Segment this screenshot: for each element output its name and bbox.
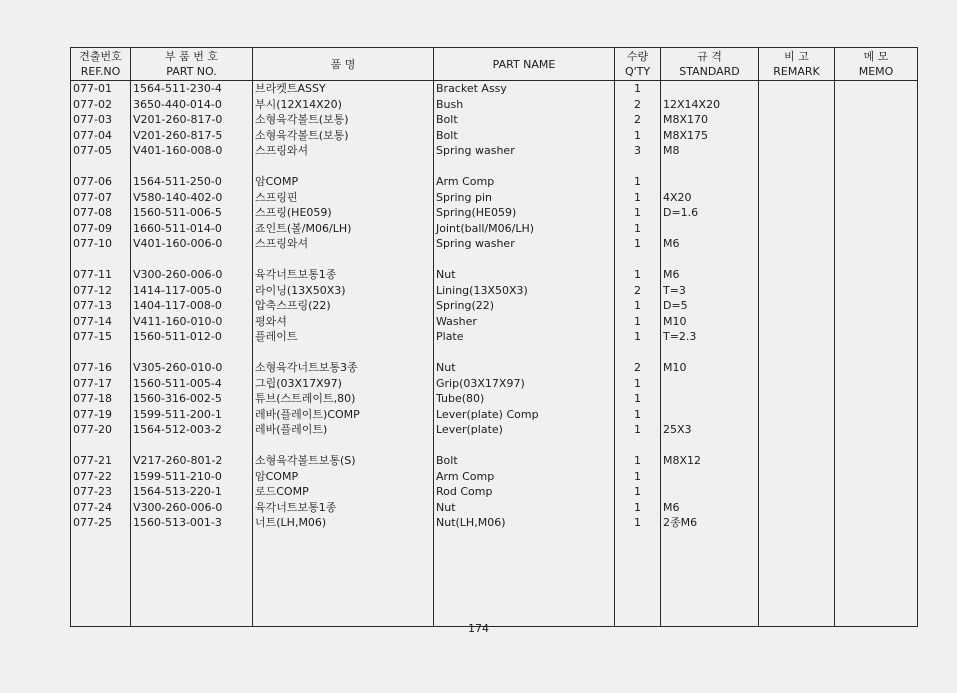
qty-cell: 1 <box>615 500 661 516</box>
remark-cell <box>759 500 835 516</box>
name-korean-cell <box>253 159 434 175</box>
ref-no-cell: 077-19 <box>71 407 131 423</box>
qty-cell: 1 <box>615 469 661 485</box>
remark-cell <box>759 174 835 190</box>
table-row <box>71 500 918 516</box>
table-row <box>71 81 918 97</box>
standard-cell <box>661 438 759 454</box>
part-no-cell: 1560-511-012-0 <box>131 329 253 345</box>
name-korean-cell: 압축스프링(22) <box>253 298 434 314</box>
memo-cell <box>835 236 918 252</box>
ref-no-cell: 077-14 <box>71 314 131 330</box>
name-korean-cell: 소형육각볼트보통(S) <box>253 453 434 469</box>
name-korean-cell <box>253 252 434 268</box>
header-part-no: 부 품 번 호 PART NO. <box>131 48 253 81</box>
part-name-cell: Rod Comp <box>434 484 615 500</box>
standard-cell: T=3 <box>661 283 759 299</box>
memo-cell <box>835 438 918 454</box>
standard-cell: M8 <box>661 143 759 159</box>
ref-no-cell: 077-15 <box>71 329 131 345</box>
memo-cell <box>835 205 918 221</box>
standard-cell: M6 <box>661 500 759 516</box>
empty-cell <box>661 531 759 627</box>
standard-cell <box>661 391 759 407</box>
remark-cell <box>759 267 835 283</box>
table-row <box>71 143 918 159</box>
empty-cell <box>434 531 615 627</box>
ref-no-cell: 077-11 <box>71 267 131 283</box>
page-number: 174 <box>468 622 489 635</box>
memo-cell <box>835 515 918 531</box>
qty-cell: 1 <box>615 190 661 206</box>
part-name-cell <box>434 438 615 454</box>
qty-cell: 1 <box>615 422 661 438</box>
standard-cell: 2종M6 <box>661 515 759 531</box>
remark-cell <box>759 422 835 438</box>
part-no-cell: V401-160-006-0 <box>131 236 253 252</box>
remark-cell <box>759 484 835 500</box>
table-row <box>71 236 918 252</box>
qty-cell: 1 <box>615 515 661 531</box>
name-korean-cell: 스프링(HE059) <box>253 205 434 221</box>
part-no-cell <box>131 438 253 454</box>
table-row <box>71 345 918 361</box>
qty-cell: 2 <box>615 112 661 128</box>
remark-cell <box>759 453 835 469</box>
qty-cell: 1 <box>615 484 661 500</box>
ref-no-cell: 077-08 <box>71 205 131 221</box>
standard-cell: M6 <box>661 267 759 283</box>
name-korean-cell: 부시(12X14X20) <box>253 97 434 113</box>
memo-cell <box>835 267 918 283</box>
part-no-cell: V401-160-008-0 <box>131 143 253 159</box>
table-row <box>71 422 918 438</box>
part-no-cell: 1560-511-005-4 <box>131 376 253 392</box>
qty-cell: 1 <box>615 391 661 407</box>
name-korean-cell: 라이닝(13X50X3) <box>253 283 434 299</box>
part-no-cell: 1564-512-003-2 <box>131 422 253 438</box>
standard-cell <box>661 159 759 175</box>
table-row <box>71 376 918 392</box>
qty-cell: 1 <box>615 329 661 345</box>
ref-no-cell: 077-20 <box>71 422 131 438</box>
ref-no-cell: 077-16 <box>71 360 131 376</box>
memo-cell <box>835 453 918 469</box>
ref-no-cell: 077-01 <box>71 81 131 97</box>
name-korean-cell: 레바(플레이트)COMP <box>253 407 434 423</box>
part-name-cell: Nut <box>434 360 615 376</box>
part-no-cell: 3650-440-014-0 <box>131 97 253 113</box>
name-korean-cell: 소형육각너트보통3종 <box>253 360 434 376</box>
part-name-cell: Spring(HE059) <box>434 205 615 221</box>
part-name-cell: Arm Comp <box>434 174 615 190</box>
qty-cell: 3 <box>615 143 661 159</box>
remark-cell <box>759 283 835 299</box>
qty-cell: 1 <box>615 267 661 283</box>
part-name-cell: Spring washer <box>434 236 615 252</box>
ref-no-cell: 077-06 <box>71 174 131 190</box>
standard-cell <box>661 484 759 500</box>
qty-cell <box>615 252 661 268</box>
remark-cell <box>759 205 835 221</box>
standard-cell: T=2.3 <box>661 329 759 345</box>
standard-cell: M10 <box>661 360 759 376</box>
name-korean-cell: 튜브(스트레이트,80) <box>253 391 434 407</box>
table-row <box>71 391 918 407</box>
qty-cell <box>615 345 661 361</box>
qty-cell <box>615 159 661 175</box>
part-no-cell: V411-160-010-0 <box>131 314 253 330</box>
standard-cell <box>661 469 759 485</box>
part-no-cell: 1404-117-008-0 <box>131 298 253 314</box>
part-name-cell: Plate <box>434 329 615 345</box>
standard-cell <box>661 252 759 268</box>
part-name-cell: Tube(80) <box>434 391 615 407</box>
remark-cell <box>759 159 835 175</box>
standard-cell <box>661 407 759 423</box>
standard-cell: M10 <box>661 314 759 330</box>
name-korean-cell: 소형육각볼트(보통) <box>253 128 434 144</box>
remark-cell <box>759 236 835 252</box>
part-no-cell: 1599-511-210-0 <box>131 469 253 485</box>
part-name-cell: Bush <box>434 97 615 113</box>
empty-cell <box>71 531 131 627</box>
table-row <box>71 515 918 531</box>
qty-cell <box>615 438 661 454</box>
table-body <box>71 81 918 627</box>
ref-no-cell: 077-21 <box>71 453 131 469</box>
table-row <box>71 298 918 314</box>
remark-cell <box>759 438 835 454</box>
memo-cell <box>835 221 918 237</box>
remark-cell <box>759 345 835 361</box>
memo-cell <box>835 298 918 314</box>
qty-cell: 1 <box>615 174 661 190</box>
table-row <box>71 267 918 283</box>
memo-cell <box>835 283 918 299</box>
part-name-cell: Bolt <box>434 453 615 469</box>
qty-cell: 1 <box>615 407 661 423</box>
table-row <box>71 128 918 144</box>
standard-cell: M8X12 <box>661 453 759 469</box>
remark-cell <box>759 190 835 206</box>
qty-cell: 1 <box>615 314 661 330</box>
standard-cell: D=1.6 <box>661 205 759 221</box>
table-row <box>71 283 918 299</box>
remark-cell <box>759 376 835 392</box>
part-no-cell <box>131 345 253 361</box>
memo-cell <box>835 484 918 500</box>
remark-cell <box>759 128 835 144</box>
part-no-cell: 1560-513-001-3 <box>131 515 253 531</box>
standard-cell: 12X14X20 <box>661 97 759 113</box>
ref-no-cell: 077-12 <box>71 283 131 299</box>
qty-cell: 1 <box>615 221 661 237</box>
ref-no-cell: 077-02 <box>71 97 131 113</box>
memo-cell <box>835 469 918 485</box>
part-no-cell: V300-260-006-0 <box>131 500 253 516</box>
qty-cell: 1 <box>615 376 661 392</box>
part-name-cell: Lever(plate) Comp <box>434 407 615 423</box>
memo-cell <box>835 159 918 175</box>
header-name-korean: 품 명 <box>253 48 434 81</box>
parts-table <box>70 47 918 627</box>
memo-cell <box>835 81 918 97</box>
name-korean-cell: 그립(03X17X97) <box>253 376 434 392</box>
header-ref-no: 견출번호 REF.NO <box>71 48 131 81</box>
remark-cell <box>759 298 835 314</box>
remark-cell <box>759 314 835 330</box>
header-part-name: PART NAME <box>434 48 615 81</box>
part-no-cell: V580-140-402-0 <box>131 190 253 206</box>
empty-cell <box>253 531 434 627</box>
part-name-cell: Nut(LH,M06) <box>434 515 615 531</box>
part-no-cell: 1560-511-006-5 <box>131 205 253 221</box>
memo-cell <box>835 174 918 190</box>
qty-cell: 1 <box>615 205 661 221</box>
part-name-cell: Bracket Assy <box>434 81 615 97</box>
name-korean-cell: 죠인트(볼/M06/LH) <box>253 221 434 237</box>
ref-no-cell: 077-25 <box>71 515 131 531</box>
part-name-cell: Nut <box>434 267 615 283</box>
table-row <box>71 329 918 345</box>
part-no-cell <box>131 252 253 268</box>
remark-cell <box>759 515 835 531</box>
memo-cell <box>835 407 918 423</box>
qty-cell: 1 <box>615 236 661 252</box>
standard-cell: 4X20 <box>661 190 759 206</box>
table-row <box>71 205 918 221</box>
part-name-cell: Grip(03X17X97) <box>434 376 615 392</box>
empty-cell <box>835 531 918 627</box>
standard-cell: 25X3 <box>661 422 759 438</box>
name-korean-cell: 플레이트 <box>253 329 434 345</box>
part-name-cell: Spring(22) <box>434 298 615 314</box>
header-memo: 메 모 MEMO <box>835 48 918 81</box>
remark-cell <box>759 97 835 113</box>
standard-cell <box>661 174 759 190</box>
part-no-cell: 1599-511-200-1 <box>131 407 253 423</box>
part-name-cell: Nut <box>434 500 615 516</box>
memo-cell <box>835 500 918 516</box>
ref-no-cell: 077-17 <box>71 376 131 392</box>
memo-cell <box>835 252 918 268</box>
qty-cell: 1 <box>615 81 661 97</box>
memo-cell <box>835 128 918 144</box>
memo-cell <box>835 345 918 361</box>
empty-cell <box>131 531 253 627</box>
qty-cell: 1 <box>615 298 661 314</box>
standard-cell <box>661 345 759 361</box>
remark-cell <box>759 252 835 268</box>
remark-cell <box>759 221 835 237</box>
name-korean-cell: 암COMP <box>253 469 434 485</box>
part-no-cell <box>131 159 253 175</box>
standard-cell: D=5 <box>661 298 759 314</box>
standard-cell: M8X170 <box>661 112 759 128</box>
standard-cell: M8X175 <box>661 128 759 144</box>
memo-cell <box>835 360 918 376</box>
qty-cell: 2 <box>615 97 661 113</box>
ref-no-cell: 077-18 <box>71 391 131 407</box>
memo-cell <box>835 190 918 206</box>
header-standard: 규 격 STANDARD <box>661 48 759 81</box>
standard-cell <box>661 376 759 392</box>
part-no-cell: 1564-511-250-0 <box>131 174 253 190</box>
memo-cell <box>835 112 918 128</box>
standard-cell <box>661 221 759 237</box>
name-korean-cell: 암COMP <box>253 174 434 190</box>
ref-no-cell <box>71 159 131 175</box>
ref-no-cell: 077-13 <box>71 298 131 314</box>
header-qty: 수량 Q'TY <box>615 48 661 81</box>
qty-cell: 1 <box>615 128 661 144</box>
qty-cell: 2 <box>615 283 661 299</box>
table-row <box>71 453 918 469</box>
ref-no-cell: 077-03 <box>71 112 131 128</box>
memo-cell <box>835 376 918 392</box>
ref-no-cell <box>71 345 131 361</box>
qty-cell: 2 <box>615 360 661 376</box>
name-korean-cell: 스프링핀 <box>253 190 434 206</box>
memo-cell <box>835 314 918 330</box>
remark-cell <box>759 81 835 97</box>
part-no-cell: 1414-117-005-0 <box>131 283 253 299</box>
remark-cell <box>759 407 835 423</box>
part-no-cell: V300-260-006-0 <box>131 267 253 283</box>
table-row <box>71 97 918 113</box>
ref-no-cell: 077-23 <box>71 484 131 500</box>
table-header-row <box>71 48 918 81</box>
part-name-cell: Bolt <box>434 112 615 128</box>
table-row <box>71 438 918 454</box>
part-no-cell: V201-260-817-5 <box>131 128 253 144</box>
name-korean-cell: 육각너트보통1종 <box>253 500 434 516</box>
part-name-cell: Arm Comp <box>434 469 615 485</box>
ref-no-cell <box>71 438 131 454</box>
remark-cell <box>759 329 835 345</box>
memo-cell <box>835 329 918 345</box>
standard-cell: M6 <box>661 236 759 252</box>
part-no-cell: 1564-511-230-4 <box>131 81 253 97</box>
name-korean-cell: 스프링와셔 <box>253 236 434 252</box>
ref-no-cell: 077-07 <box>71 190 131 206</box>
remark-cell <box>759 360 835 376</box>
part-name-cell: Lever(plate) <box>434 422 615 438</box>
table-row <box>71 190 918 206</box>
name-korean-cell: 스프링와셔 <box>253 143 434 159</box>
ref-no-cell: 077-05 <box>71 143 131 159</box>
part-no-cell: V305-260-010-0 <box>131 360 253 376</box>
qty-cell: 1 <box>615 453 661 469</box>
memo-cell <box>835 391 918 407</box>
ref-no-cell: 077-24 <box>71 500 131 516</box>
remark-cell <box>759 469 835 485</box>
name-korean-cell: 소형육각볼트(보통) <box>253 112 434 128</box>
memo-cell <box>835 143 918 159</box>
part-no-cell: 1564-513-220-1 <box>131 484 253 500</box>
part-no-cell: V201-260-817-0 <box>131 112 253 128</box>
header-remark: 비 고 REMARK <box>759 48 835 81</box>
table-row <box>71 407 918 423</box>
table-filler-row <box>71 531 918 627</box>
name-korean-cell <box>253 345 434 361</box>
remark-cell <box>759 143 835 159</box>
name-korean-cell: 너트(LH,M06) <box>253 515 434 531</box>
ref-no-cell <box>71 252 131 268</box>
name-korean-cell: 로드COMP <box>253 484 434 500</box>
ref-no-cell: 077-10 <box>71 236 131 252</box>
ref-no-cell: 077-09 <box>71 221 131 237</box>
part-name-cell <box>434 159 615 175</box>
part-name-cell: Lining(13X50X3) <box>434 283 615 299</box>
name-korean-cell: 레바(플레이트) <box>253 422 434 438</box>
part-name-cell: Spring washer <box>434 143 615 159</box>
remark-cell <box>759 391 835 407</box>
table-row <box>71 469 918 485</box>
part-no-cell: 1660-511-014-0 <box>131 221 253 237</box>
memo-cell <box>835 97 918 113</box>
part-name-cell <box>434 252 615 268</box>
ref-no-cell: 077-04 <box>71 128 131 144</box>
part-name-cell: Spring pin <box>434 190 615 206</box>
part-no-cell: V217-260-801-2 <box>131 453 253 469</box>
empty-cell <box>759 531 835 627</box>
part-no-cell: 1560-316-002-5 <box>131 391 253 407</box>
part-name-cell: Bolt <box>434 128 615 144</box>
table-row <box>71 174 918 190</box>
table-row <box>71 314 918 330</box>
part-name-cell: Washer <box>434 314 615 330</box>
name-korean-cell <box>253 438 434 454</box>
table-row <box>71 252 918 268</box>
table-row <box>71 159 918 175</box>
empty-cell <box>615 531 661 627</box>
name-korean-cell: 육각너트보통1종 <box>253 267 434 283</box>
table-row <box>71 112 918 128</box>
name-korean-cell: 브라켓트ASSY <box>253 81 434 97</box>
standard-cell <box>661 81 759 97</box>
table-row <box>71 484 918 500</box>
ref-no-cell: 077-22 <box>71 469 131 485</box>
remark-cell <box>759 112 835 128</box>
memo-cell <box>835 422 918 438</box>
part-name-cell <box>434 345 615 361</box>
name-korean-cell: 평와셔 <box>253 314 434 330</box>
table-row <box>71 221 918 237</box>
table-row <box>71 360 918 376</box>
part-name-cell: Joint(ball/M06/LH) <box>434 221 615 237</box>
